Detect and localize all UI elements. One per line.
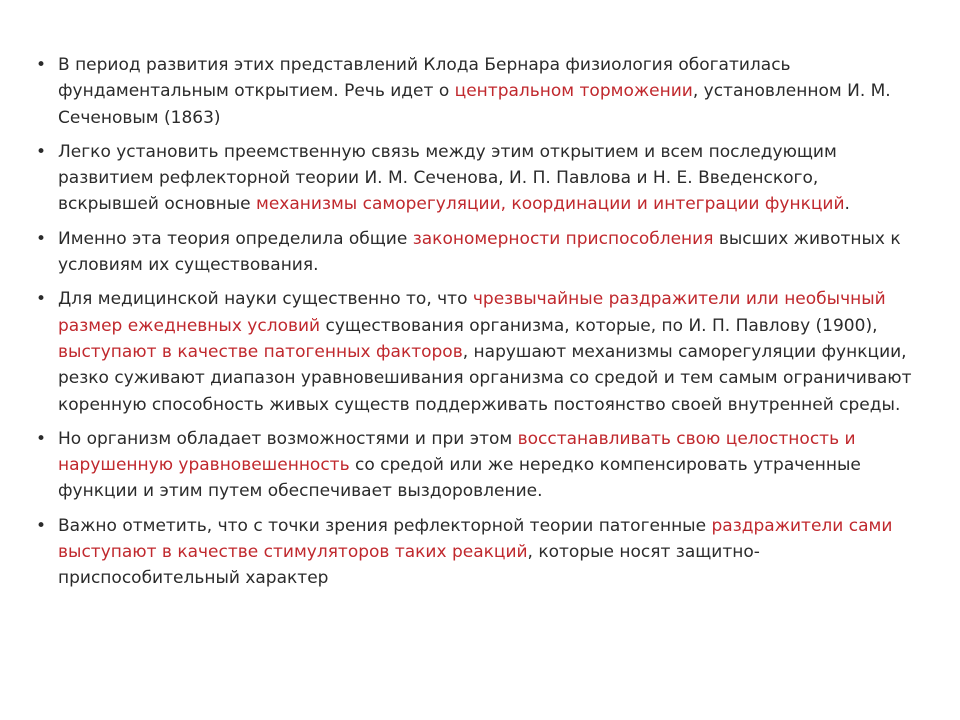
bullet-text: , нарушают механизмы саморегуляции функции, резко суживают диапазон уравновешивания организма со средой и тем самым ограничивают коренную способность живых существ поддерживать постоянство своей внутренней среды. <box>58 341 912 415</box>
bullet-text: В период развития этих представлений Клода Бернара физиология обогатилась фундаментальным открытием. Речь идет о <box>58 55 791 102</box>
highlighted-term: восстанавливать свою целостность и нарушенную уравновешенность <box>58 428 856 476</box>
bullet-text: существования организма, которые, по И. П. Павлову (1900), <box>320 315 878 336</box>
highlighted-term: чрезвычайные раздражители или необычный размер ежедневных условий <box>58 289 886 336</box>
highlighted-term: закономерности приспособления <box>412 228 714 249</box>
bullet-dot-icon: • <box>36 515 47 536</box>
bullet-item-5 <box>34 426 924 505</box>
highlighted-term: выступают в качестве патогенных факторов <box>58 341 463 362</box>
highlighted-term: центральном торможении <box>454 81 693 102</box>
highlighted-term: механизмы саморегуляции, координации и интеграции функций <box>256 194 845 215</box>
bullet-item-6 <box>34 513 924 592</box>
bullet-text: высших животных к условиям их существования. <box>58 228 901 276</box>
bullet-dot-icon: • <box>36 228 47 249</box>
bullet-text: , установленном И. М. Сеченовым (1863) <box>58 81 891 128</box>
bullet-text: Именно эта теория определила общие <box>58 228 413 249</box>
bullet-item-4 <box>34 286 924 417</box>
bullet-item-1 <box>34 52 924 131</box>
bullet-dot-icon: • <box>36 141 47 162</box>
bullet-text: . <box>844 194 850 215</box>
bullet-dot-icon: • <box>36 55 47 75</box>
bullet-text: Легко установить преемственную связь между этим открытием и всем последующим развитием рефлекторной теории И. М. Сеченова, И. П. Павлова и Н. Е. Введенского, вскрывшей основные <box>58 141 837 215</box>
bullet-text: Для медицинской науки существенно то, что <box>58 289 473 310</box>
bullet-text: со средой или же нередко компенсировать утраченные функции и этим путем обеспечивает выздоровление. <box>58 455 861 502</box>
bullet-dot-icon: • <box>36 428 47 449</box>
bullet-list <box>34 52 924 600</box>
bullet-item-3 <box>34 226 924 279</box>
highlighted-term: раздражители сами выступают в качестве стимуляторов таких реакций <box>58 515 893 563</box>
bullet-text: , которые носят защитно-приспособительный характер <box>58 542 760 589</box>
bullet-dot-icon: • <box>36 289 47 310</box>
bullet-item-2 <box>34 139 924 218</box>
bullet-text: Но организм обладает возможностями и при этом <box>58 428 518 449</box>
bullet-text: Важно отметить, что с точки зрения рефлекторной теории патогенные <box>58 515 712 536</box>
